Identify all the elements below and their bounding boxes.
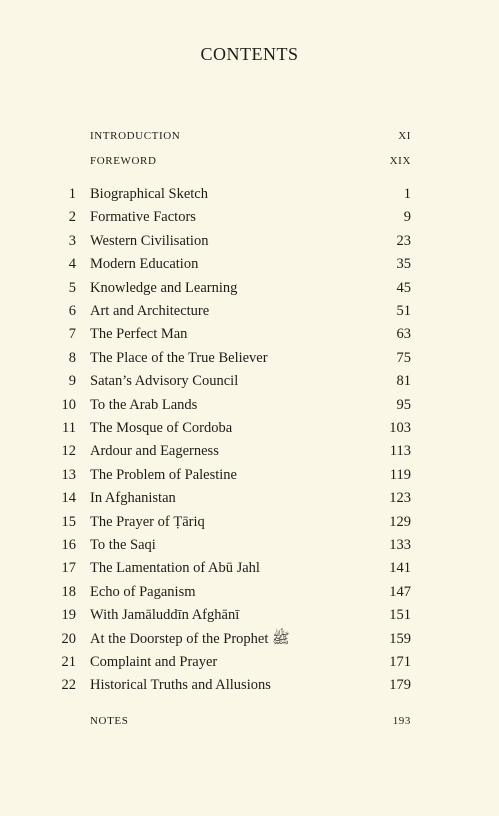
toc-chapter-row <box>0 605 499 625</box>
chapter-title: To the Arab Lands <box>90 396 198 413</box>
chapter-title: At the Doorstep of the Prophet ﷺ <box>90 630 290 647</box>
chapter-number: 15 <box>61 513 76 530</box>
chapter-number: 11 <box>62 420 76 436</box>
chapter-title: With Jamāluddīn Afghānī <box>90 607 240 624</box>
toc-chapter-row <box>0 301 499 321</box>
chapter-title: Knowledge and Learning <box>90 279 238 296</box>
toc-chapter-row <box>0 465 499 485</box>
chapter-title: The Lamentation of Abū Jahl <box>90 560 260 577</box>
toc-chapter-row <box>0 231 499 251</box>
chapter-number: 17 <box>61 560 76 577</box>
chapter-number: 16 <box>61 537 76 553</box>
chapter-number: 4 <box>68 256 76 273</box>
toc-entry-foreword <box>0 151 499 171</box>
toc-chapter-row <box>0 441 499 461</box>
chapter-title: Western Civilisation <box>90 232 209 249</box>
toc-chapter-row <box>0 348 499 368</box>
toc-page-number: 193 <box>392 715 411 727</box>
chapter-page-number: 51 <box>396 303 411 319</box>
chapter-title: Modern Education <box>90 256 199 273</box>
chapter-title: Art and Architecture <box>90 303 210 319</box>
page-title: CONTENTS <box>200 44 299 64</box>
chapter-number: 3 <box>68 232 76 249</box>
chapter-title: Ardour and Eagerness <box>90 443 219 460</box>
toc-chapter-row <box>0 652 499 672</box>
chapter-page-number: 133 <box>389 537 411 553</box>
chapter-number: 5 <box>68 279 76 296</box>
chapter-number: 1 <box>68 186 76 202</box>
chapter-title: Biographical Sketch <box>90 186 208 202</box>
toc-chapter-row <box>0 184 499 204</box>
chapter-number: 13 <box>61 466 76 483</box>
chapter-page-number: 171 <box>389 654 411 670</box>
chapter-page-number: 129 <box>389 513 411 530</box>
chapter-page-number: 179 <box>389 677 411 694</box>
chapter-page-number: 1 <box>403 186 411 202</box>
chapter-title: Complaint and Prayer <box>90 654 218 670</box>
chapter-title: In Afghanistan <box>90 490 176 507</box>
toc-chapter-row <box>0 629 499 649</box>
toc-chapter-row <box>0 207 499 227</box>
toc-chapter-row <box>0 488 499 508</box>
chapter-page-number: 45 <box>396 279 411 296</box>
toc-entry-notes <box>0 711 499 731</box>
chapter-page-number: 103 <box>389 420 411 436</box>
chapter-page-number: 123 <box>389 490 411 507</box>
chapter-number: 8 <box>68 349 76 366</box>
chapter-number: 19 <box>61 607 76 624</box>
chapter-number: 14 <box>61 490 76 507</box>
chapter-page-number: 159 <box>389 630 411 647</box>
chapter-page-number: 9 <box>403 209 411 226</box>
chapter-page-number: 75 <box>396 349 411 366</box>
toc-chapter-row <box>0 558 499 578</box>
chapter-title: Formative Factors <box>90 209 196 226</box>
chapter-page-number: 95 <box>396 396 411 413</box>
chapter-page-number: 63 <box>396 326 411 343</box>
chapter-page-number: 141 <box>389 560 411 577</box>
chapter-number: 7 <box>68 326 76 343</box>
chapter-number: 6 <box>68 303 76 319</box>
toc-chapter-row <box>0 512 499 532</box>
chapter-page-number: 113 <box>389 443 411 460</box>
chapter-number: 12 <box>61 443 76 460</box>
chapter-number: 2 <box>68 209 76 226</box>
chapter-title: The Perfect Man <box>90 326 188 343</box>
chapter-title: Historical Truths and Allusions <box>90 677 271 694</box>
chapter-number: 9 <box>68 373 76 390</box>
chapter-title: Echo of Paganism <box>90 583 196 600</box>
toc-chapter-row <box>0 582 499 602</box>
chapter-page-number: 147 <box>389 583 411 600</box>
chapter-number: 20 <box>61 630 76 647</box>
toc-label: INTRODUCTION <box>90 130 181 142</box>
chapter-title: The Place of the True Believer <box>90 349 268 366</box>
toc-chapter-row <box>0 371 499 391</box>
chapter-page-number: 23 <box>396 232 411 249</box>
chapter-number: 18 <box>61 583 76 600</box>
toc-chapter-row <box>0 535 499 555</box>
toc-label: FOREWORD <box>90 155 157 167</box>
toc-label: NOTES <box>90 715 129 727</box>
chapter-title: The Prayer of Ṭāriq <box>90 513 205 530</box>
toc-chapter-row <box>0 395 499 415</box>
toc-chapter-row <box>0 675 499 695</box>
toc-chapter-row <box>0 278 499 298</box>
toc-chapter-row <box>0 254 499 274</box>
toc-page-number: XIX <box>389 155 411 167</box>
chapter-title: Satan’s Advisory Council <box>90 373 239 390</box>
chapter-title: The Mosque of Cordoba <box>90 420 233 436</box>
chapter-page-number: 35 <box>396 256 411 273</box>
toc-entry-introduction <box>0 126 499 146</box>
chapter-page-number: 119 <box>389 466 411 483</box>
toc-chapter-row <box>0 418 499 438</box>
chapter-title: The Problem of Palestine <box>90 466 237 483</box>
chapter-page-number: 81 <box>396 373 411 390</box>
chapter-title: To the Saqi <box>90 537 156 553</box>
chapter-number: 22 <box>61 677 76 694</box>
toc-page-number: XI <box>398 130 411 142</box>
chapter-number: 10 <box>61 396 76 413</box>
chapter-page-number: 151 <box>389 607 411 624</box>
toc-chapter-row <box>0 324 499 344</box>
chapter-number: 21 <box>61 654 76 670</box>
